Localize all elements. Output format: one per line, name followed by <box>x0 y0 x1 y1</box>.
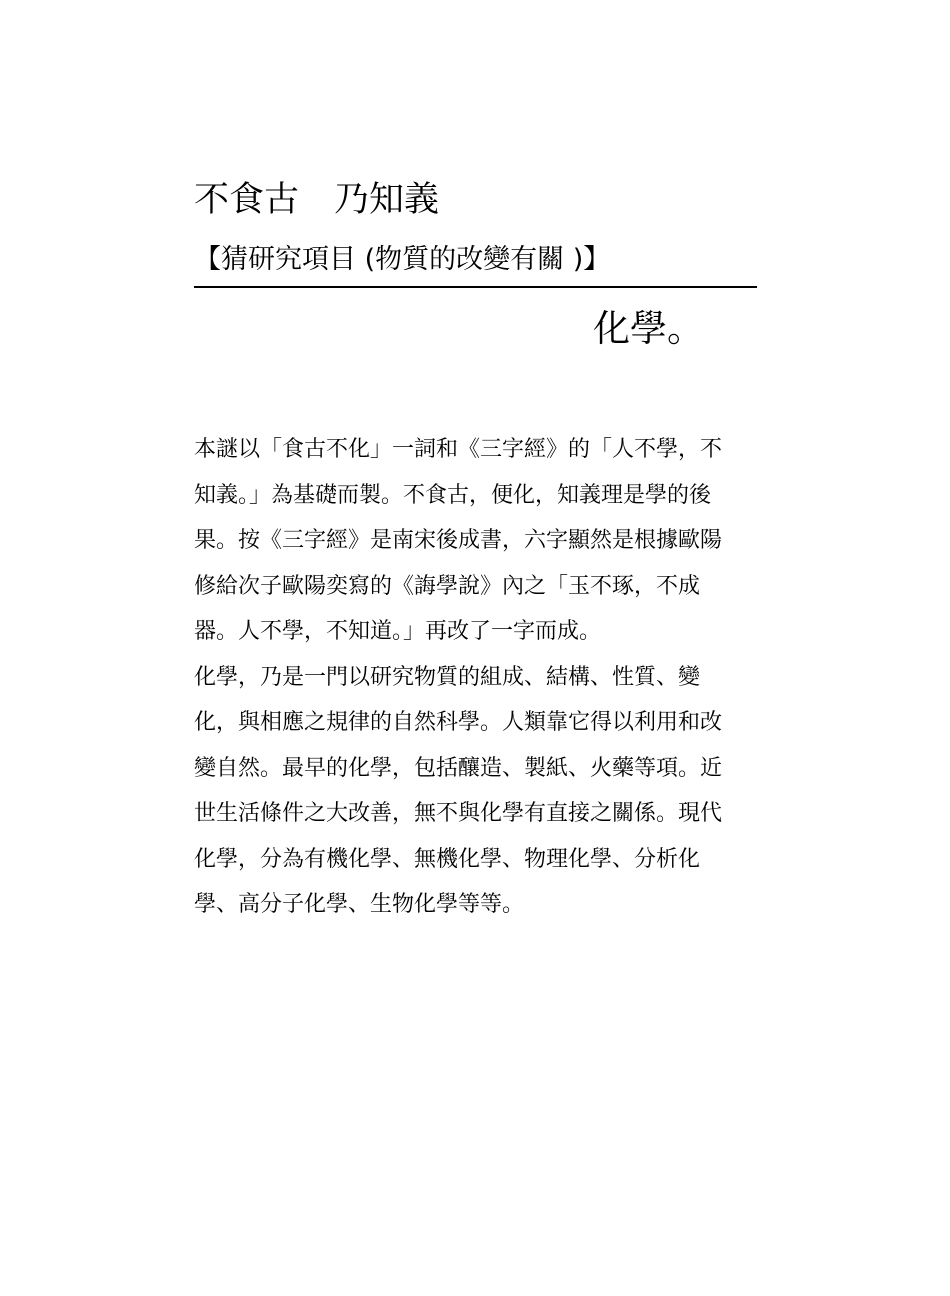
riddle-answer: 化學。 <box>593 307 704 350</box>
explanation-paragraph: 本謎以「食古不化」一詞和《三字經》的「人不學，不知義。」為基礎而製。不食古，便化，知義理是學的後果。按《三字經》是南宋後成書，六字顯然是根據歐陽修給次子歐陽奕寫的《誨學說》內之「玉不琢，不成器。人不學，不知道。」再改了一字而成。 <box>194 437 723 644</box>
riddle-title: 不食古 乃知義 <box>194 180 440 220</box>
explanation-text <box>194 427 734 928</box>
explanation-paragraph: 化學，乃是一門以研究物質的組成、結構、性質、變化，與相應之規律的自然科學。人類靠它得以利用和改變自然。最早的化學，包括釀造、製紙、火藥等項。近世生活條件之大改善，無不與化學有直接之關係。現代化學，分為有機化學、無機化學、物理化學、分析化學、高分子化學、生物化學等等。 <box>194 664 723 917</box>
divider-line <box>194 286 757 288</box>
riddle-hint: 【猜研究項目 (物質的改變有關 )】 <box>194 244 611 275</box>
